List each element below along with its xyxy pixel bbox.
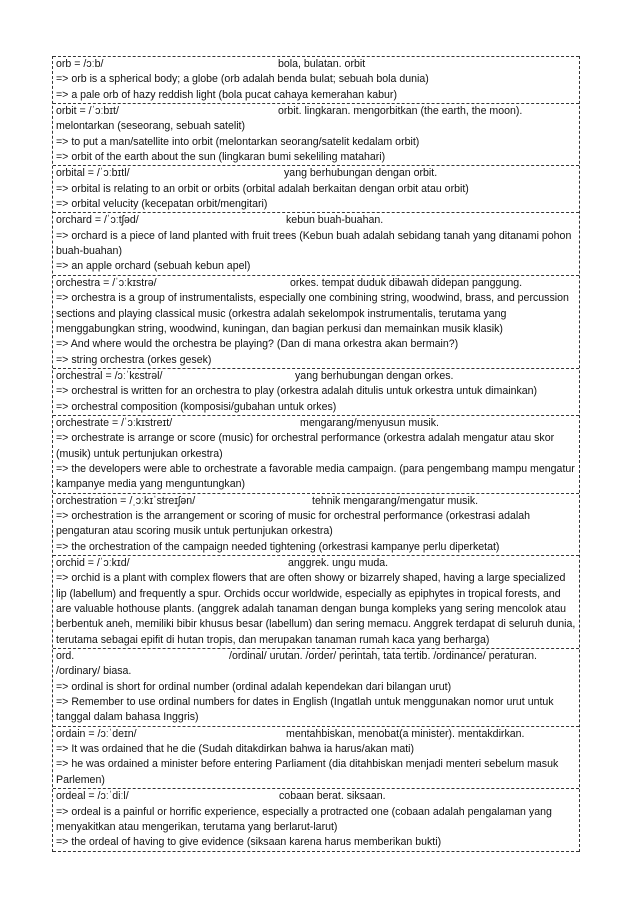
entry-example: => the ordeal of having to give evidence (siksaan karena harus memberikan bukti): [56, 836, 442, 849]
entry-term: orbital = /ˈɔːbɪtl/: [56, 167, 130, 180]
dictionary-document: [52, 56, 580, 852]
entry-gloss: bola, bulatan. orbit: [278, 58, 366, 70]
entry-gloss-continuation: melontarkan (seseorang, sebuah satelit): [56, 120, 246, 133]
entry-term: orchestrate = /ˈɔːkɪstreɪt/: [56, 416, 173, 429]
entry-headline: [53, 649, 579, 664]
entry-term: orchid = /ˈɔːkɪd/: [56, 557, 130, 569]
dictionary-entry: [53, 166, 579, 213]
dictionary-entry: [53, 104, 579, 166]
entry-term: orb = /ɔːb/: [56, 58, 104, 70]
entry-gloss: mentahbiskan, menobat(a minister). mentakdirkan.: [286, 727, 525, 740]
entry-example: => It was ordained that he die (Sudah ditakdirkan bahwa ia harus/akan mati): [56, 743, 415, 756]
entry-example: => orchestral is written for an orchestra to play (orkestra adalah ditulis untuk orkestra untuk dimainkan): [56, 385, 538, 398]
entry-example: => a pale orb of hazy reddish light (bola pucat cahaya kemerahan kabur): [56, 88, 397, 101]
entry-example: => orbital velucity (kecepatan orbit/mengitari): [56, 198, 268, 211]
entry-headline: [53, 556, 579, 571]
entry-headline: [53, 369, 579, 384]
entry-example: => orchid is a plant with complex flowers that are often showy or bizarrely shaped, having a large specialized lip (labellum) and frequently a spur. Orchids occur worldwide, especially as epiphytes in tropical forests, and are valuable hothouse plants. (anggrek adalah tanaman dengan bunga kompleks yang sering mencolok atau berbentuk aneh, memiliki bibir khusus besar (labellum) dan sering memacu. Anggrek terdapat di seluruh dunia, terutama sebagai epifit di hutan tropis, dan merupakan tanaman rumah kaca yang berharga): [56, 572, 576, 646]
entry-example: => orb is a spherical body; a globe (orb adalah benda bulat; sebuah bola dunia): [56, 73, 429, 86]
dictionary-entry: [53, 727, 579, 789]
entry-gloss: orkes. tempat duduk dibawah didepan panggung.: [290, 276, 523, 289]
entry-example: => an apple orchard (sebuah kebun apel): [56, 260, 251, 273]
entry-headline: [53, 104, 579, 119]
entry-example: => string orchestra (orkes gesek): [56, 353, 212, 366]
dictionary-entry: [53, 494, 579, 556]
entry-headline: [53, 166, 579, 181]
entry-headline: [53, 789, 579, 804]
entry-example: => the developers were able to orchestrate a favorable media campaign. (para pengembang mampu mengatur kampanye media yang menguntungkan): [56, 462, 575, 491]
entry-example: => orchestra is a group of instrumentalists, especially one combining string, woodwind, brass, and percussion sections and playing classical music (orkestra adalah sekelompok instrumentalis, terutama yang menggabungkan string, woodwind, kuningan, dan bagian perkusi dan memainkan musik klasik): [56, 292, 569, 335]
dictionary-entry: [53, 276, 579, 369]
dictionary-entry: [53, 789, 579, 851]
entry-gloss: anggrek. ungu muda.: [288, 557, 389, 569]
dictionary-entry: [53, 56, 579, 104]
dictionary-entry: [53, 213, 579, 275]
entry-gloss: /ordinal/ urutan. /order/ perintah, tata tertib. /ordinance/ peraturan.: [229, 650, 537, 663]
entry-example: => orchestration is the arrangement or scoring of music for orchestral performance (orkestrasi adalah pengaturan atau scoring musik untuk pertunjukan orkestra): [56, 509, 530, 538]
entry-headline: [53, 494, 579, 509]
entry-example: => orchestrate is arrange or score (music) for orchestral performance (orkestra adalah mengatur atau skor (musik) untuk pertunjukan orkestra): [56, 432, 555, 460]
entry-example: => he was ordained a minister before entering Parliament (dia ditahbiskan menjadi menteri sebelum masuk Parlemen): [56, 758, 559, 786]
entry-gloss: tehnik mengarang/mengatur musik.: [312, 494, 479, 507]
entry-term: ordeal = /ɔːˈdiːl/: [56, 790, 129, 803]
entry-term: orchestration = /ˌɔːkɪˈstreɪʃən/: [56, 494, 196, 507]
entry-gloss: mengarang/menyusun musik.: [300, 416, 439, 429]
entry-gloss-continuation: /ordinary/ biasa.: [56, 665, 132, 678]
entry-example: => the orchestration of the campaign needed tightening (orkestrasi kampanye perlu diperketat): [56, 540, 500, 553]
entry-gloss: orbit. lingkaran. mengorbitkan (the earth, the moon).: [278, 105, 523, 118]
dictionary-entry: [53, 369, 579, 416]
entry-example: => orchestral composition (komposisi/gubahan untuk orkes): [56, 400, 337, 413]
entry-example: => orbit of the earth about the sun (lingkaran bumi sekeliling matahari): [56, 151, 386, 164]
entry-gloss: kebun buah-buahan.: [286, 214, 384, 227]
entry-example: => orbital is relating to an orbit or orbits (orbital adalah berkaitan dengan orbit atau orbit): [56, 182, 469, 195]
entry-example: => to put a man/satellite into orbit (melontarkan seorang/satelit kedalam orbit): [56, 135, 420, 148]
entry-headline: [53, 213, 579, 228]
entry-term: ord.: [56, 650, 75, 663]
entry-gloss: cobaan berat. siksaan.: [279, 790, 386, 803]
entry-headline: [53, 276, 579, 291]
entry-term: orchestral = /ɔːˈkɛstrəl/: [56, 369, 163, 382]
dictionary-entry: [53, 416, 579, 494]
entry-gloss: yang berhubungan dengan orbit.: [284, 167, 438, 180]
dictionary-entry: [53, 649, 579, 727]
entry-example: => orchard is a piece of land planted with fruit trees (Kebun buah adalah sebidang tanah yang ditanami pohon buah-buahan): [56, 229, 572, 258]
entry-headline: [53, 727, 579, 742]
entry-example: => ordinal is short for ordinal number (ordinal adalah kependekan dari bilangan urut): [56, 680, 452, 693]
entry-headline: [53, 57, 579, 72]
entry-term: orbit = /ˈɔːbɪt/: [56, 105, 119, 118]
entry-example: => Remember to use ordinal numbers for dates in English (Ingatlah untuk menggunakan nomor urut untuk tanggal dalam bahasa Inggris): [56, 696, 554, 724]
entry-example: => And where would the orchestra be playing? (Dan di mana orkestra akan bermain?): [56, 338, 459, 351]
entry-term: ordain = /ɔːˈdeɪn/: [56, 727, 137, 740]
entry-gloss: yang berhubungan dengan orkes.: [295, 369, 454, 382]
dictionary-entry: [53, 556, 579, 649]
entry-term: orchard = /ˈɔːtʃəd/: [56, 214, 139, 227]
entry-example: => ordeal is a painful or horrific experience, especially a protracted one (cobaan adalah pengalaman yang menyakitkan atau mengerikan, terutama yang berlarut-larut): [56, 805, 552, 833]
entry-headline: [53, 416, 579, 431]
entry-term: orchestra = /ˈɔːkɪstrə/: [56, 276, 157, 289]
